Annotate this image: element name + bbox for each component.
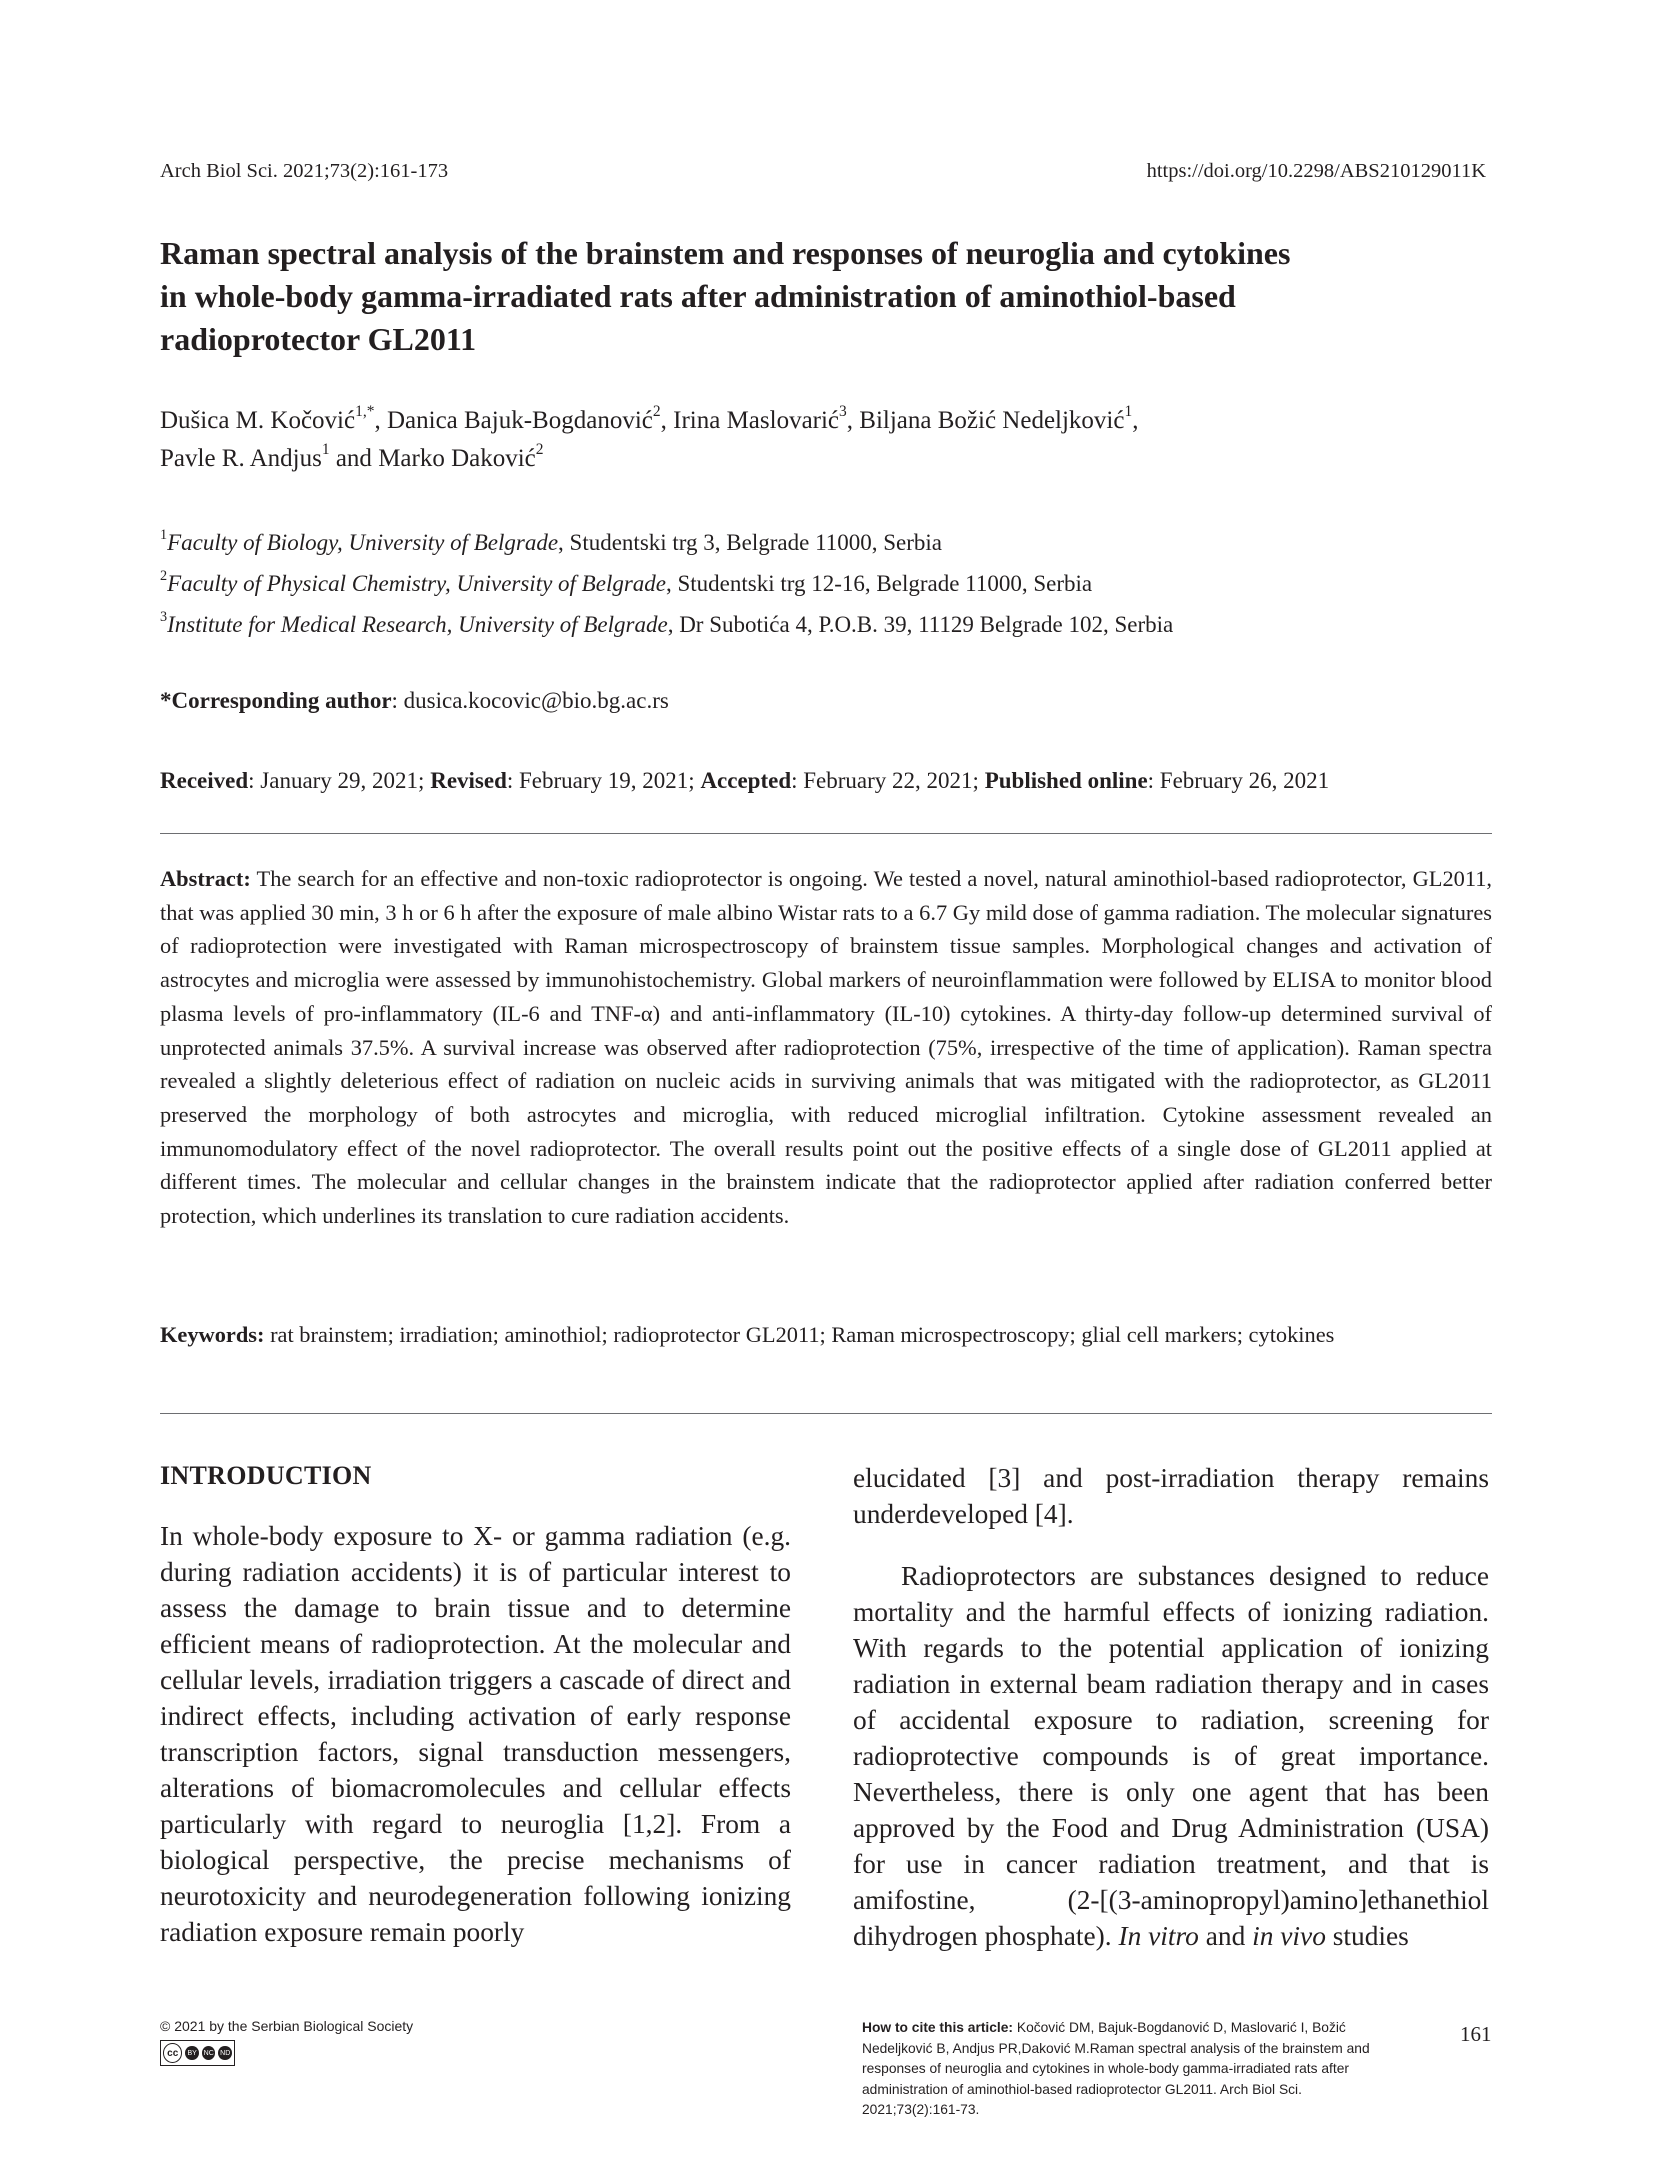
author-name: Biljana Božić Nedeljković: [859, 407, 1125, 434]
body-paragraph: elucidated [3] and post-irradiation therapy remains underdeveloped [4].: [853, 1463, 1489, 1529]
keywords-label: Keywords:: [160, 1322, 265, 1347]
cite-text: Kočović DM, Bajuk-Bogdanović D, Maslovarić I, Božić Nedeljković B, Andjus PR,Daković M.Raman spectral analysis of the brainstem and responses of neuroglia and cytokines in whole-body gamma-irradiated rats after administration of aminothiol-based radioprotector GL2011. Arch Biol Sci. 2021;73(2):161-73.: [862, 2020, 1370, 2117]
title-line-2: in whole-body gamma-irradiated rats after administration of aminothiol-based: [160, 278, 1236, 314]
affiliation-address: , Dr Subotića 4, P.O.B. 39, 11129 Belgrade 102, Serbia: [667, 612, 1174, 637]
corresponding-email[interactable]: : dusica.kocovic@bio.bg.ac.rs: [391, 688, 669, 713]
nc-icon: NC: [202, 2046, 216, 2060]
author-name: Pavle R. Andjus: [160, 445, 322, 472]
affiliation-mark: 1: [160, 527, 168, 544]
author-affiliation-mark: 1,: [355, 403, 367, 421]
corresponding-author: [160, 688, 669, 714]
body-paragraph: [853, 1558, 1489, 1954]
accepted-date: : February 22, 2021;: [791, 768, 985, 793]
revised-date: : February 19, 2021;: [506, 768, 701, 793]
keywords-text: rat brainstem; irradiation; aminothiol; radioprotector GL2011; Raman microspectroscopy; glial cell markers; cytokines: [264, 1322, 1335, 1347]
affiliation-institution: Faculty of Physical Chemistry, University of Belgrade: [167, 571, 666, 596]
accepted-label: Accepted: [700, 768, 792, 793]
italic-term: in vivo: [1252, 1921, 1326, 1951]
abstract-text: The search for an effective and non-toxic radioprotector is ongoing. We tested a novel, natural aminothiol-based radioprotector, GL2011, that was applied 30 min, 3 h or 6 h after the exposure of male albino Wistar rats to a 6.7 Gy mild dose of gamma radiation. The molecular signatures of radioprotection were investigated with Raman microspectroscopy of brainstem tissue samples. Morphological changes and activation of astrocytes and microglia were assessed by immunohistochemistry. Global markers of neuroinflammation were followed by ELISA to monitor blood plasma levels of pro-inflammatory (IL-6 and TNF-α) and anti-inflammatory (IL-10) cytokines. A thirty-day follow-up determined survival of unprotected animals 37.5%. A survival increase was observed after radioprotection (75%, irrespective of the time of application). Raman spectra revealed a slightly deleterious effect of radiation on nucleic acids in surviving animals that was mitigated with the radioprotector, as GL2011 preserved the morphology of both astrocytes and microglia, with reduced microglial infiltration. Cytokine assessment revealed an immunomodulatory effect of the novel radioprotector. The overall results point out the positive effects of a single dose of GL2011 applied at different times. The molecular and cellular changes in the brainstem indicate that the radioprotector applied after radiation conferred better protection, which underlines its translation to cure radiation accidents.: [160, 866, 1492, 1229]
body-paragraph: In whole-body exposure to X- or gamma radiation (e.g. during radiation accidents) it is of particular interest to assess the damage to brain tissue and to determine efficient means of radioprotection. At the molecular and cellular levels, irradiation triggers a cascade of direct and indirect effects, including activation of early response transcription factors, signal transduction messengers, alterations of biomacromolecules and cellular effects particularly with regard to neuroglia [1,2]. From a biological perspective, the precise mechanisms of neurotoxicity and neurodegeneration following ionizing radiation exposure remain poorly: [160, 1521, 791, 1947]
nd-icon: ND: [218, 2046, 232, 2060]
abstract: [160, 862, 1492, 1233]
abstract-label: Abstract:: [160, 866, 251, 891]
affiliation-item: [160, 604, 1510, 645]
affiliation-mark: 3: [160, 609, 168, 626]
cite-label: How to cite this article:: [862, 2020, 1014, 2035]
author-affiliation-mark: 2: [652, 403, 661, 421]
divider-rule: [160, 833, 1492, 834]
italic-term: In vitro: [1118, 1921, 1199, 1951]
author-affiliation-mark: 1: [1124, 403, 1133, 421]
keywords: [160, 1318, 1492, 1352]
cc-icon: cc: [163, 2043, 182, 2063]
copyright-notice: © 2021 by the Serbian Biological Society: [160, 2018, 414, 2034]
author-affiliation-mark: 2: [535, 441, 544, 459]
affiliation-institution: Faculty of Biology, University of Belgrade: [167, 530, 559, 555]
how-to-cite: [862, 2018, 1394, 2121]
author-name: Dušica M. Kočović: [160, 407, 356, 434]
affiliation-institution: Institute for Medical Research, University of Belgrade: [167, 612, 668, 637]
paragraph-text: Radioprotectors are substances designed to reduce mortality and the harmful effects of ionizing radiation. With regards to the potential application of ionizing radiation in external beam radiation therapy and in cases of accidental exposure to radiation, screening for radioprotective compounds is of great importance. Nevertheless, there is only one agent that has been approved by the Food and Drug Administration (USA) for use in cancer radiation treatment, and that is amifostine, (2-[(3-aminopropyl)amino]ethanethiol dihydrogen phosphate).: [853, 1561, 1489, 1951]
page-number: 161: [1460, 2022, 1492, 2046]
published-label: Published online: [984, 768, 1148, 793]
affiliation-mark: 2: [160, 568, 168, 585]
received-date: : January 29, 2021;: [248, 768, 431, 793]
published-date: : February 26, 2021: [1147, 768, 1330, 793]
paragraph-text: studies: [1325, 1921, 1409, 1951]
title-line-1: Raman spectral analysis of the brainstem and responses of neuroglia and cytokines: [160, 235, 1291, 271]
journal-citation: Arch Biol Sci. 2021;73(2):161-173: [160, 160, 449, 182]
article-dates: [160, 768, 1500, 794]
cc-license-badge[interactable]: [160, 2040, 235, 2066]
author-name: Irina Maslovarić: [673, 407, 840, 434]
divider-rule: [160, 1413, 1492, 1414]
running-head: [160, 160, 1486, 183]
affiliation-address: , Studentski trg 12-16, Belgrade 11000, Serbia: [666, 571, 1093, 596]
affiliation-item: [160, 522, 1510, 563]
doi-link[interactable]: https://doi.org/10.2298/ABS210129011K: [1146, 160, 1486, 182]
corresponding-mark: *: [366, 403, 375, 421]
author-name: Marko Daković: [378, 445, 536, 472]
author-list: Dušica M. Kočović$^{1,*}$, Danica Bajuk-Bogdanović$^2$, Irina Maslovarić$^3$, Biljana Božić Nedeljković$^1$, Pavle R. Andjus$^1$ and Marko Daković$^2$: [160, 403, 1139, 472]
corresponding-author-label: *Corresponding author: [160, 688, 392, 713]
author-affiliation-mark: 3: [839, 403, 847, 421]
by-icon: BY: [185, 2046, 199, 2060]
affiliation-list: [160, 522, 1510, 645]
article-title: [160, 232, 1490, 361]
author-joiner: and: [335, 445, 372, 472]
author-affiliation-mark: 1: [321, 441, 330, 459]
paragraph-text: and: [1198, 1921, 1253, 1951]
title-line-3: radioprotector GL2011: [160, 321, 477, 357]
affiliation-address: , Studentski trg 3, Belgrade 11000, Serbia: [558, 530, 942, 555]
author-name: Danica Bajuk-Bogdanović: [386, 407, 653, 434]
affiliation-item: [160, 563, 1510, 604]
revised-label: Revised: [430, 768, 507, 793]
received-label: Received: [160, 768, 249, 793]
section-heading: INTRODUCTION: [160, 1461, 372, 1490]
